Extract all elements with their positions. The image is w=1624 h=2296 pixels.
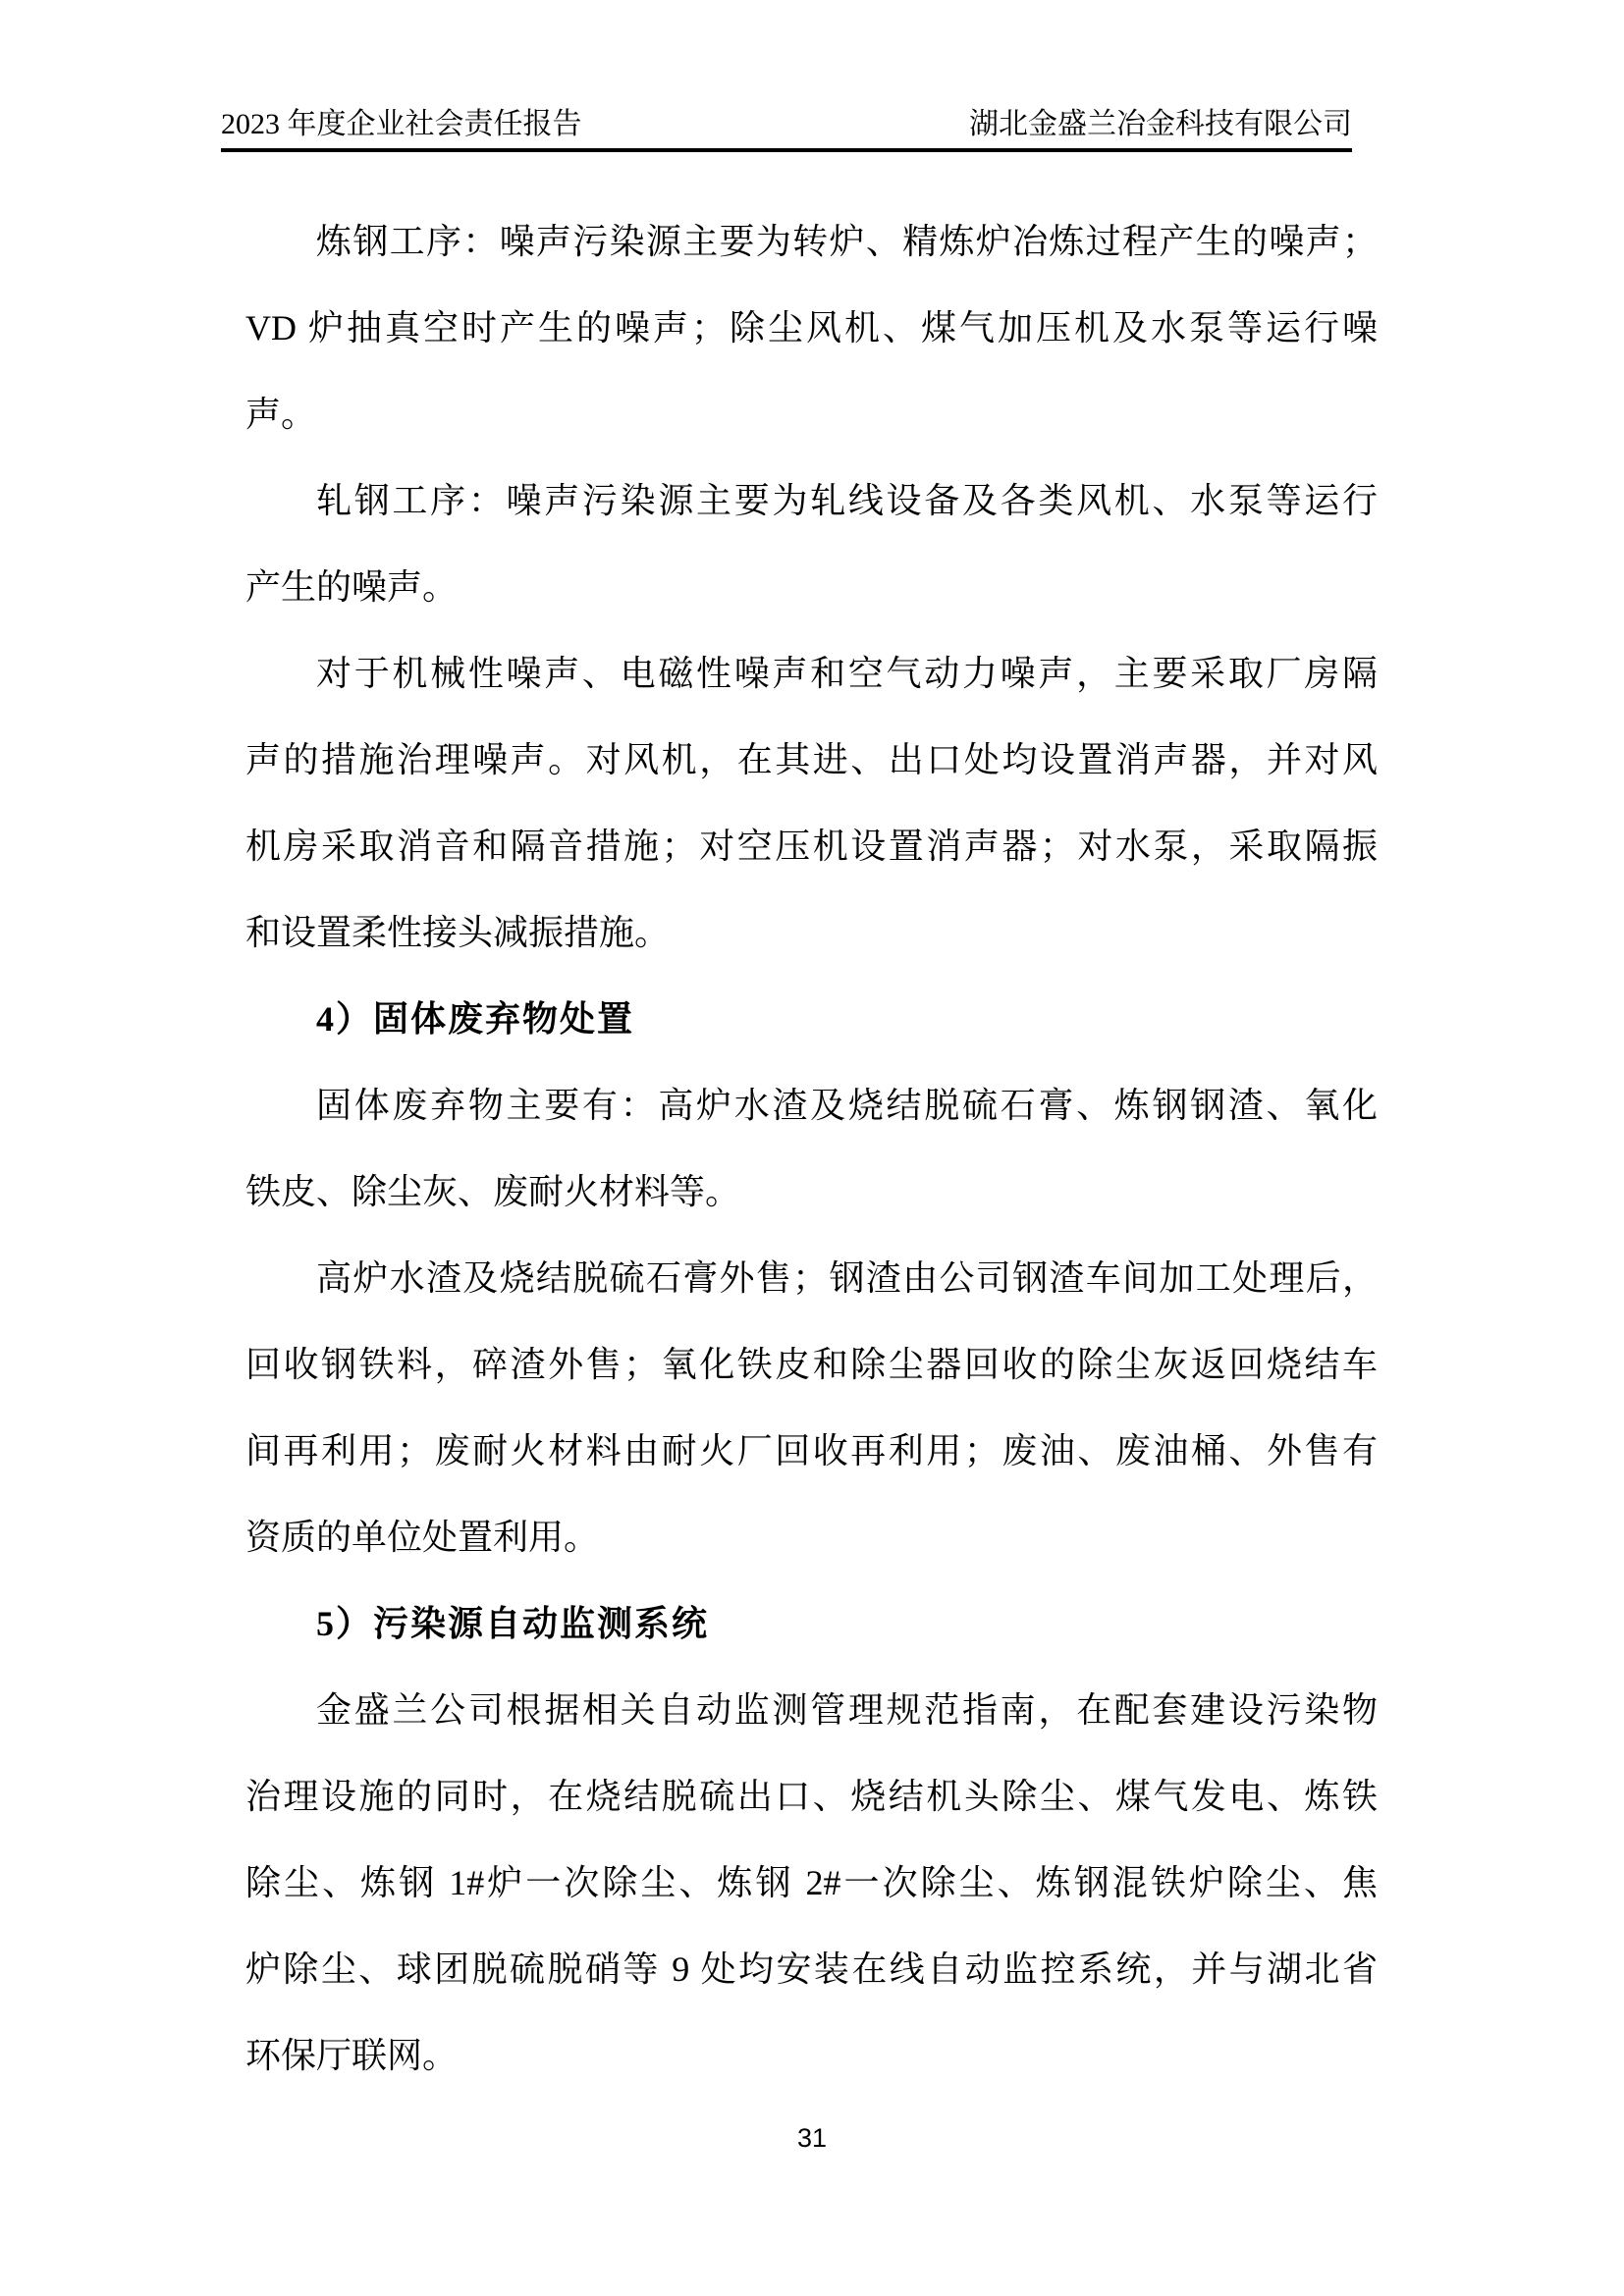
text-line: 对于机械性噪声、电磁性噪声和空气动力噪声，主要采取厂房隔 [316, 654, 1378, 693]
header-company-name: 湖北金盛兰冶金科技有限公司 [969, 108, 1352, 140]
header-report-title: 2023 年度企业社会责任报告 [221, 108, 582, 140]
text-line: 和设置柔性接头减振措施。 [245, 913, 671, 952]
text-line: 金盛兰公司根据相关自动监测管理规范指南，在配套建设污染物 [316, 1690, 1378, 1730]
page-footer [0, 2122, 1624, 2154]
text-line: 回收钢铁料，碎渣外售；氧化铁皮和除尘器回收的除尘灰返回烧结车 [245, 1345, 1378, 1384]
text-line: 高炉水渣及烧结脱硫石膏外售；钢渣由公司钢渣车间加工处理后， [316, 1258, 1378, 1298]
text-line: 炼钢工序：噪声污染源主要为转炉、精炼炉冶炼过程产生的噪声； [316, 222, 1378, 261]
text-line: 声的措施治理噪声。对风机，在其进、出口处均设置消声器，并对风 [245, 740, 1378, 779]
page-header [221, 108, 1352, 152]
text-line: 炉除尘、球团脱硫脱硝等 9 处均安装在线自动监控系统，并与湖北省 [245, 1949, 1378, 1989]
text-line: 铁皮、除尘灰、废耐火材料等。 [245, 1172, 741, 1211]
section-heading: 5）污染源自动监测系统 [316, 1604, 710, 1643]
document-body [245, 198, 1378, 2099]
text-line: 除尘、炼钢 1#炉一次除尘、炼钢 2#一次除尘、炼钢混铁炉除尘、焦 [245, 1863, 1378, 1902]
section-heading: 4）固体废弃物处置 [316, 999, 635, 1039]
text-line: 轧钢工序：噪声污染源主要为轧线设备及各类风机、水泵等运行 [316, 481, 1378, 520]
text-line: 资质的单位处置利用。 [245, 1518, 600, 1557]
text-line: VD 炉抽真空时产生的噪声；除尘风机、煤气加压机及水泵等运行噪 [245, 308, 1378, 347]
text-line: 治理设施的同时，在烧结脱硫出口、烧结机头除尘、煤气发电、炼铁 [245, 1777, 1378, 1816]
page-number: 31 [796, 2123, 828, 2153]
text-line: 固体废弃物主要有：高炉水渣及烧结脱硫石膏、炼钢钢渣、氧化 [316, 1086, 1378, 1125]
text-line: 间再利用；废耐火材料由耐火厂回收再利用；废油、废油桶、外售有 [245, 1431, 1378, 1470]
text-line: 机房采取消音和隔音措施；对空压机设置消声器；对水泵，采取隔振 [245, 827, 1378, 866]
text-line: 产生的噪声。 [245, 567, 459, 607]
text-line: 声。 [245, 395, 317, 434]
text-line: 环保厅联网。 [245, 2036, 459, 2075]
